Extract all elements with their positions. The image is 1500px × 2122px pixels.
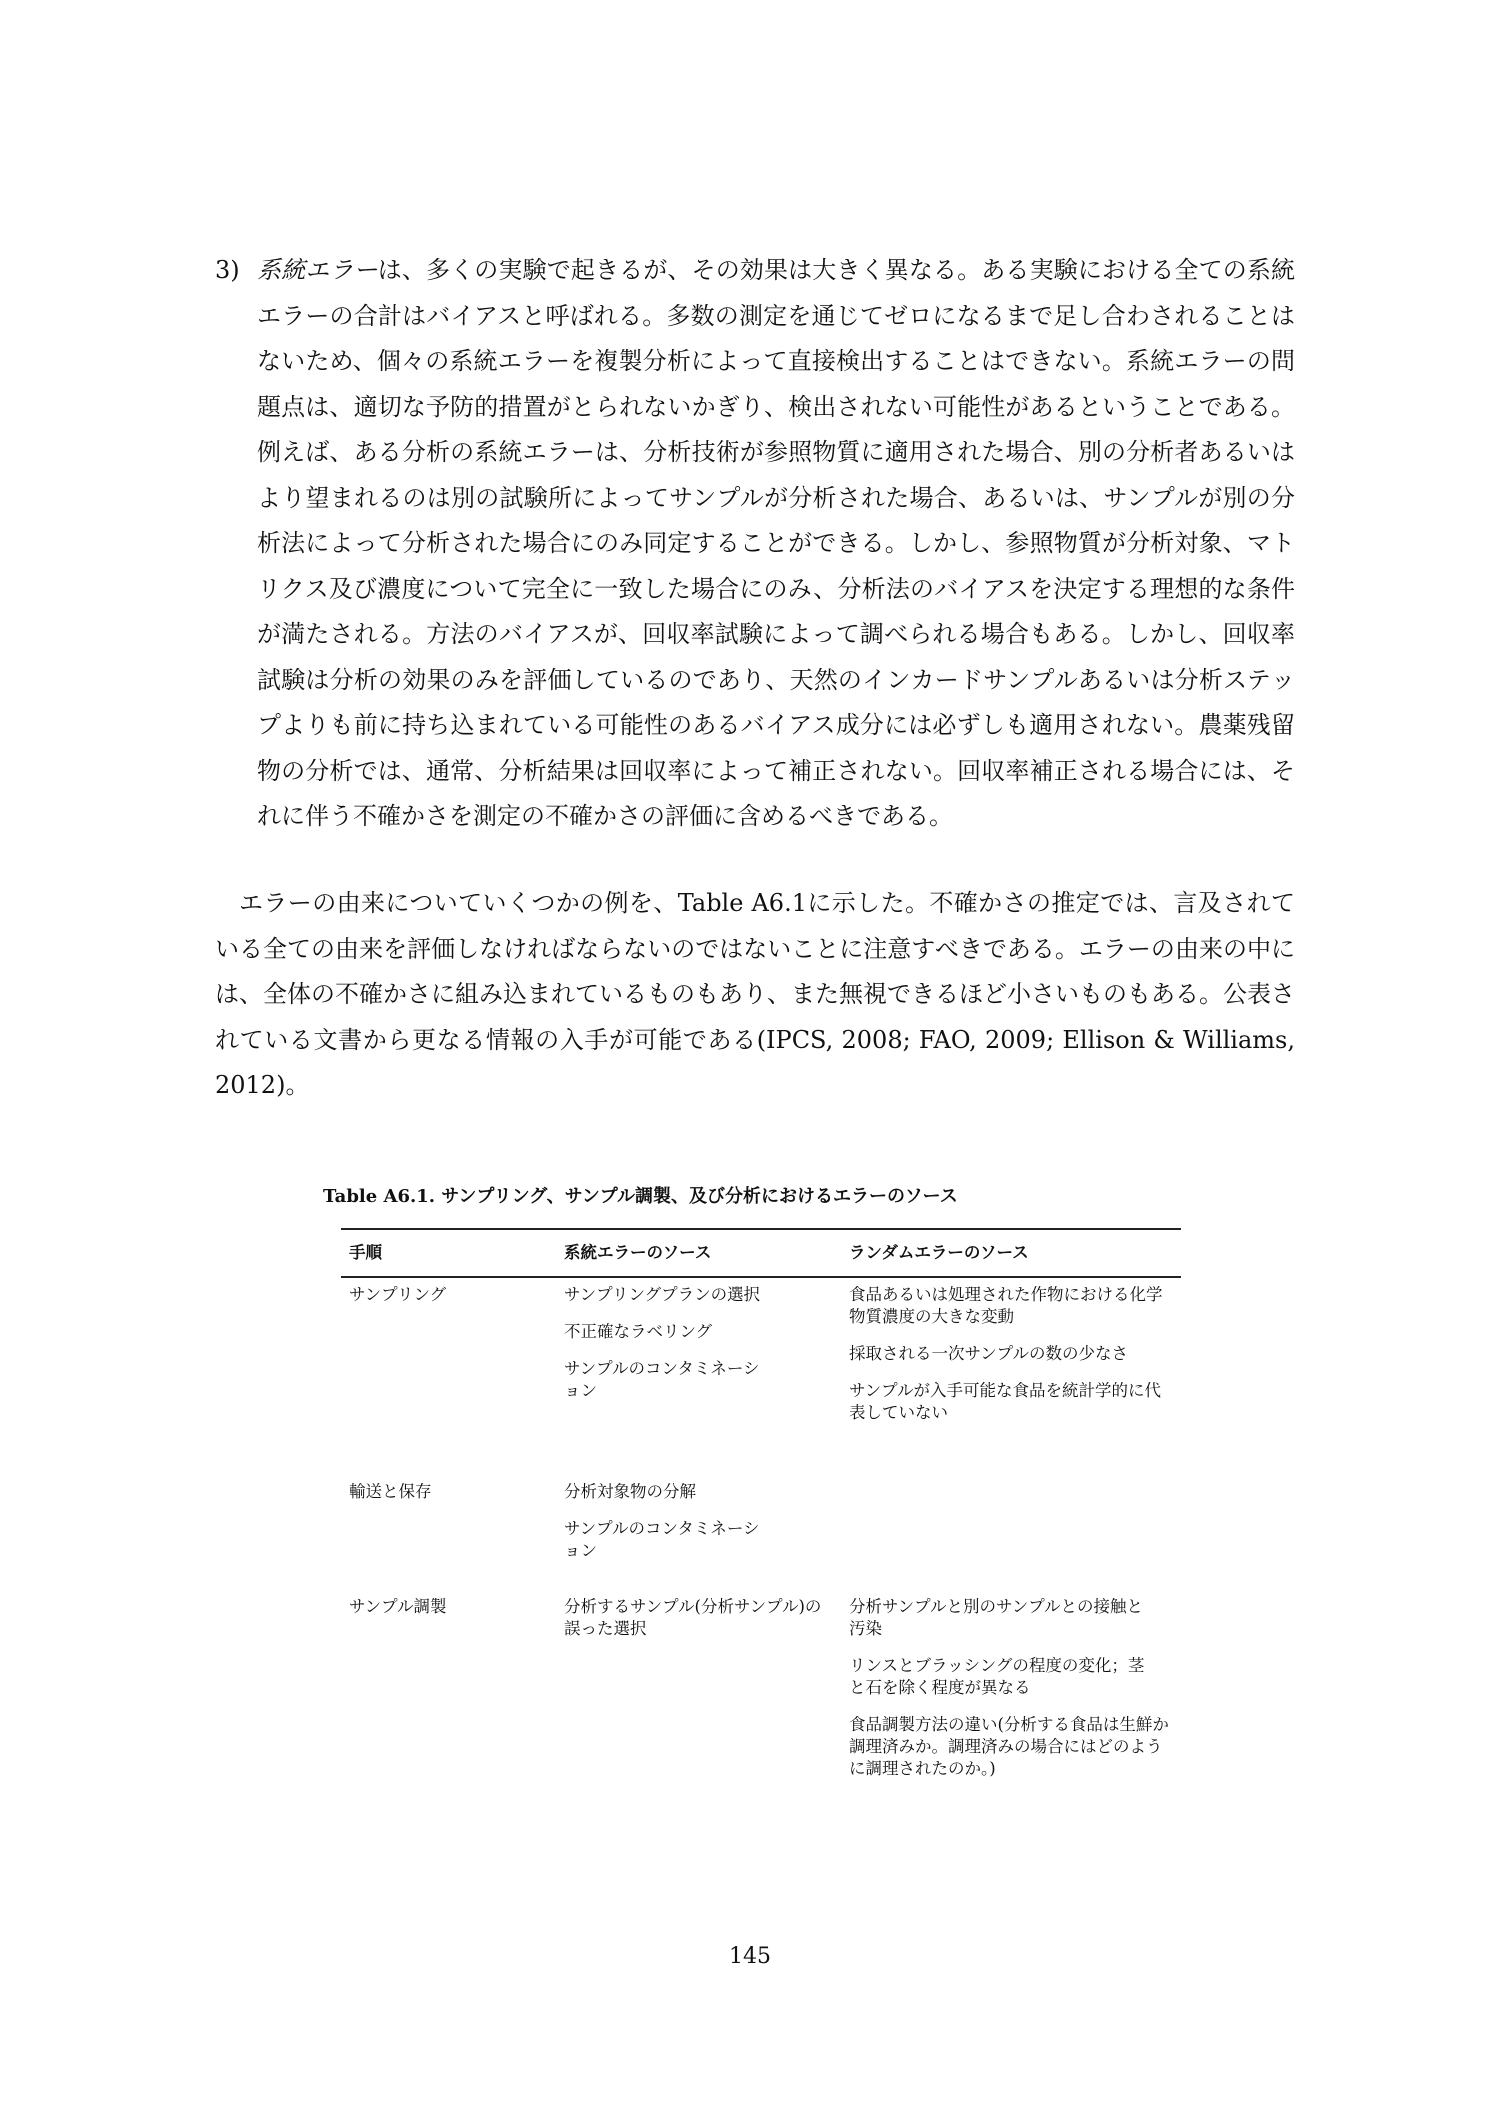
body-paragraph: エラーの由来についていくつかの例を、Table A6.1に示した。不確かさの推定では、言及されている全ての由来を評価しなければならないのではないことに注意すべきである。エラーの由来の中には、全体の不確かさに組み込まれているものもあり、また無視できるほど小さいものもある。公表されている文書から更なる情報の入手が可能である(IPCS, 2008; FAO, 2009; Ellison & Williams, 2012)。 bbox=[215, 889, 1295, 1099]
cell-systematic bbox=[556, 1596, 841, 1655]
error-source-table bbox=[341, 1228, 1181, 1795]
cell-item: 分析サンプルと別のサンプルとの接触と汚染 bbox=[849, 1597, 1144, 1638]
term-systematic-error: 系統エラー bbox=[257, 256, 378, 284]
cell-step: 輸送と保存 bbox=[349, 1482, 432, 1501]
table-caption: Table A6.1. サンプリング、サンプル調製、及び分析におけるエラーのソース bbox=[323, 1186, 958, 1207]
cell-random bbox=[841, 1596, 1181, 1795]
list-number: 3) bbox=[215, 256, 240, 284]
cell-item: 分析対象物の分解 bbox=[564, 1482, 696, 1501]
table-row bbox=[341, 1278, 1181, 1481]
table-row bbox=[341, 1481, 1181, 1596]
cell-random bbox=[841, 1284, 1181, 1439]
cell-item: サンプリングプランの選択 bbox=[564, 1285, 761, 1304]
cell-item: 分析するサンプル(分析サンプル)の誤った選択 bbox=[564, 1597, 822, 1638]
table-row bbox=[341, 1596, 1181, 1795]
cell-systematic bbox=[556, 1481, 841, 1577]
cell-systematic bbox=[556, 1284, 841, 1417]
list-item-3 bbox=[215, 248, 1295, 840]
header-random: ランダムエラーのソース bbox=[849, 1243, 1029, 1262]
cell-item: サンプルのコンタミネーション bbox=[564, 1519, 760, 1560]
cell-item: 採取される一次サンプルの数の少なさ bbox=[849, 1344, 1129, 1363]
header-systematic: 系統エラーのソース bbox=[564, 1243, 712, 1262]
cell-item: サンプルのコンタミネーション bbox=[564, 1359, 760, 1400]
cell-item: リンスとブラッシングの程度の変化；茎と石を除く程度が異なる bbox=[849, 1656, 1145, 1697]
page-number: 145 bbox=[729, 1944, 771, 1969]
header-step: 手順 bbox=[349, 1243, 382, 1262]
cell-step: サンプリング bbox=[349, 1285, 447, 1304]
cell-item: サンプルが入手可能な食品を統計学的に代表していない bbox=[849, 1381, 1162, 1422]
list-item-body bbox=[257, 248, 1295, 840]
cell-item: 不正確なラベリング bbox=[564, 1322, 713, 1341]
cell-item: 食品あるいは処理された作物における化学物質濃度の大きな変動 bbox=[849, 1285, 1163, 1326]
list-item-text: は、多くの実験で起きるが、その効果は大きく異なる。ある実験における全ての系統エラーの合計はバイアスと呼ばれる。多数の測定を通じてゼロになるまで足し合わされることはないため、個々の系統エラーを複製分析によって直接検出することはできない。系統エラーの問題点は、適切な予防的措置がとられないかぎり、検出されない可能性があるということである。例えば、ある分析の系統エラーは、分析技術が参照物質に適用された場合、別の分析者あるいはより望まれるのは別の試験所によってサンプルが分析された場合、あるいは、サンプルが別の分析法によって分析された場合にのみ同定することができる。しかし、参照物質が分析対象、マトリクス及び濃度について完全に一致した場合にのみ、分析法のバイアスを決定する理想的な条件が満たされる。方法のバイアスが、回収率試験によって調べられる場合もある。しかし、回収率試験は分析の効果のみを評価しているのであり、天然のインカードサンプルあるいは分析ステップよりも前に持ち込まれている可能性のあるバイアス成分には必ずしも適用されない。農薬残留物の分析では、通常、分析結果は回収率によって補正されない。回収率補正される場合には、それに伴う不確かさを測定の不確かさの評価に含めるべきである。 bbox=[257, 256, 1296, 830]
cell-step: サンプル調製 bbox=[349, 1597, 447, 1616]
table-header-row bbox=[341, 1230, 1181, 1278]
cell-item: 食品調製方法の違い(分析する食品は生鮮か調理済みか。調理済みの場合にはどのように調理されたのか。) bbox=[849, 1715, 1169, 1778]
